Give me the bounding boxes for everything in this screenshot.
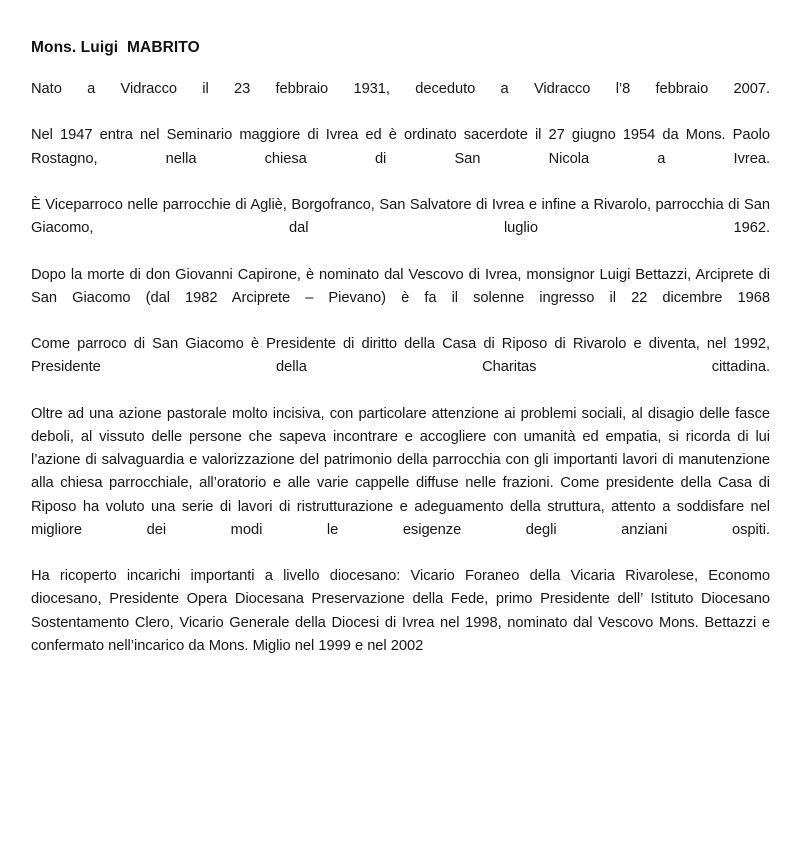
paragraph-5: Come parroco di San Giacomo è Presidente di diritto della Casa di Riposo di Rivarolo e diventa, nel 1992, Presidente della Charitas cittadina.: [31, 336, 770, 376]
page-title: Mons. Luigi MABRITO: [31, 39, 200, 56]
paragraph-6: Oltre ad una azione pastorale molto incisiva, con particolare attenzione ai problemi sociali, al disagio delle fasce deboli, al vissuto delle persone che sapeva incontrare e accogliere con umanità ed empatia, si ricorda di lui l’azione di salvaguardia e valorizzazione del patrimonio della parrocchia con gli importanti lavori di manutenzione alla chiesa parrocchiale, all’oratorio e alle varie cappelle diffuse nelle frazioni. Come presidente della Casa di Riposo ha voluto una serie di lavori di ristrutturazione e adeguamento della struttura, attento a soddisfare nel migliore dei modi le esigenze degli anziani ospiti.: [31, 405, 770, 538]
document-content: [31, 38, 770, 658]
paragraph-7: Ha ricoperto incarichi importanti a livello diocesano: Vicario Foraneo della Vicaria Rivarolese, Economo diocesano, Presidente Opera Diocesana Preservazione della Fede, primo Presidente dell’ Istituto Diocesano Sostentamento Clero, Vicario Generale della Diocesi di Ivrea nel 1998, nominato dal Vescovo Mons. Bettazzi e confermato nell’incarico da Mons. Miglio nel 1999 e nel 2002: [31, 568, 770, 654]
paragraph-3: È Viceparroco nelle parrocchie di Agliè, Borgofranco, San Salvatore di Ivrea e infine a Rivarolo, parrocchia di San Giacomo, dal luglio 1962.: [31, 197, 770, 237]
paragraph-1: Nato a Vidracco il 23 febbraio 1931, deceduto a Vidracco l’8 febbraio 2007.: [31, 81, 770, 97]
paragraph-4: Dopo la morte di don Giovanni Capirone, è nominato dal Vescovo di Ivrea, monsignor Luigi Bettazzi, Arciprete di San Giacomo (dal 1982 Arciprete – Pievano) è fa il solenne ingresso il 22 dicembre 1968: [31, 266, 770, 306]
document-body: [31, 78, 770, 658]
paragraph-2: Nel 1947 entra nel Seminario maggiore di Ivrea ed è ordinato sacerdote il 27 giugno 1954 da Mons. Paolo Rostagno, nella chiesa di San Nicola a Ivrea.: [31, 127, 770, 167]
